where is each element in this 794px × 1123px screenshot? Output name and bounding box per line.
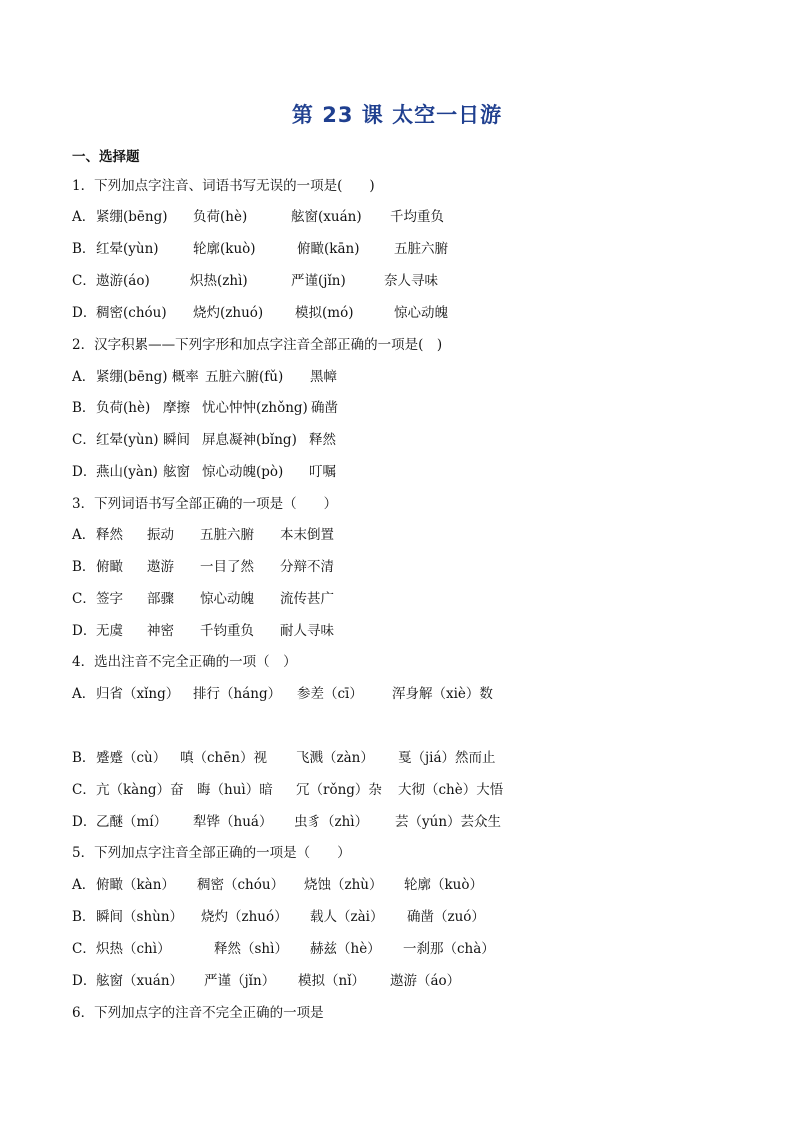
option-label: B． [72, 559, 96, 575]
option-item: 赫兹（hè） [310, 941, 381, 957]
option-label: C． [72, 941, 96, 957]
option-item: 稠密(chóu) [96, 305, 167, 321]
option-label: A． [72, 209, 96, 225]
option-item: 芸（yún）芸众生 [395, 814, 502, 830]
option-item: 稠密（chóu） [197, 877, 285, 893]
option-row [72, 207, 95, 227]
option-item: 犁铧（huá） [193, 814, 273, 830]
option-label: D． [72, 305, 97, 321]
option-item: 载人（zài） [310, 909, 384, 925]
option-item: 轮廓（kuò） [404, 877, 484, 893]
option-item: 燕山(yàn) [96, 464, 158, 480]
question-stem: 1．下列加点字注音、词语书写无误的一项是( ) [72, 178, 375, 194]
option-item: 分辩不清 [280, 559, 334, 575]
option-item: 振动 [147, 527, 174, 543]
option-row [72, 462, 96, 482]
option-label: C． [72, 432, 96, 448]
question-stem: 2．汉字积累——下列字形和加点字注音全部正确的一项是( ) [72, 337, 443, 353]
option-item: 俯瞰(kān) [297, 241, 360, 257]
option-row [72, 430, 96, 450]
option-item: 虫豸（zhì） [294, 814, 369, 830]
option-item: 确凿（zuó） [407, 909, 485, 925]
option-item: 舷窗 [163, 464, 190, 480]
option-row [72, 812, 96, 832]
option-label: D． [72, 464, 97, 480]
question-stem: 3．下列词语书写全部正确的一项是（ ） [72, 496, 338, 512]
option-item: 嗔（chēn）视 [180, 750, 267, 766]
option-row [72, 271, 96, 291]
option-item: 遨游(áo) [96, 273, 150, 289]
option-row [72, 589, 96, 609]
option-item: 严谨(jǐn) [291, 273, 346, 289]
option-label: A． [72, 686, 96, 702]
option-row [72, 748, 95, 768]
option-item: 惊心动魄(pò) [202, 464, 284, 480]
option-item: 模拟(mó) [295, 305, 354, 321]
option-label: D． [72, 623, 97, 639]
option-row [72, 303, 96, 323]
option-label: A． [72, 369, 96, 385]
option-item: 晦（huì）暗 [197, 782, 273, 798]
option-item: 浑身解（xiè）数 [392, 686, 493, 702]
question-stem: 4．选出注音不完全正确的一项（ ） [72, 654, 297, 670]
option-item: 部骤 [147, 591, 174, 607]
option-label: A． [72, 877, 96, 893]
option-item: 紧绷(bēng) 概率 [96, 369, 199, 385]
option-item: 紧绷(bēng) [96, 209, 168, 225]
option-item: 释然 [309, 432, 336, 448]
option-label: C． [72, 591, 96, 607]
option-row [72, 621, 96, 641]
option-item: 飞溅（zàn） [296, 750, 374, 766]
option-item: 签字 [96, 591, 123, 607]
option-item: 千均重负 [390, 209, 444, 225]
option-item: 烧灼(zhuó) [193, 305, 264, 321]
option-row [72, 525, 95, 545]
option-row [72, 907, 95, 927]
option-item: 红晕(yùn) [96, 432, 159, 448]
option-item: 流传甚广 [280, 591, 334, 607]
option-item: 大彻（chè）大悟 [398, 782, 504, 798]
option-row [72, 780, 96, 800]
page-title: 第 23 课 太空一日游 [291, 103, 503, 127]
option-item: 五脏六腑(fǔ) [205, 369, 284, 385]
option-item: 五脏六腑 [200, 527, 254, 543]
option-item: 炽热(zhì) [190, 273, 248, 289]
option-item: 释然（shì） [214, 941, 288, 957]
option-row [72, 367, 95, 387]
option-item: 惊心动魄 [394, 305, 448, 321]
option-item: 烧蚀（zhù） [304, 877, 383, 893]
option-item: 释然 [96, 527, 123, 543]
option-item: 俯瞰（kàn） [96, 877, 175, 893]
option-item: 瞬间（shùn） [96, 909, 184, 925]
option-label: D． [72, 814, 97, 830]
option-item: 忧心忡忡(zhǒng) [202, 400, 308, 416]
option-item: 五脏六腑 [394, 241, 448, 257]
option-item: 奈人寻味 [384, 273, 438, 289]
option-item: 确凿 [311, 400, 338, 416]
option-item: 归省（xǐng） [96, 686, 180, 702]
option-item: 摩擦 [163, 400, 190, 416]
option-row [72, 939, 96, 959]
option-item: 屏息凝神(bǐng) [202, 432, 297, 448]
option-label: B． [72, 909, 96, 925]
option-item: 黑幛 [310, 369, 337, 385]
option-item: 冗（rǒng）杂 [296, 782, 382, 798]
option-item: 遨游 [147, 559, 174, 575]
question-stem: 6．下列加点字的注音不完全正确的一项是 [72, 1005, 324, 1021]
option-label: B． [72, 400, 96, 416]
section-heading: 一、选择题 [72, 149, 140, 165]
option-item: 一目了然 [200, 559, 254, 575]
option-item: 舷窗(xuán) [291, 209, 362, 225]
option-label: C． [72, 273, 96, 289]
option-item: 负荷(hè) [193, 209, 248, 225]
option-item: 炽热（chì） [96, 941, 171, 957]
option-item: 叮嘱 [309, 464, 336, 480]
option-item: 严谨（jǐn） [204, 973, 276, 989]
option-item: 神密 [147, 623, 174, 639]
option-row [72, 684, 95, 704]
option-item: 戛（jiá）然而止 [398, 750, 496, 766]
option-row [72, 398, 95, 418]
option-item: 千钧重负 [200, 623, 254, 639]
option-item: 舷窗（xuán） [96, 973, 184, 989]
option-item: 耐人寻味 [280, 623, 334, 639]
option-item: 模拟（nǐ） [298, 973, 366, 989]
option-item: 本末倒置 [280, 527, 334, 543]
option-label: B． [72, 241, 96, 257]
option-label: C． [72, 782, 96, 798]
option-item: 无虞 [96, 623, 123, 639]
option-item: 亢（kàng）奋 [96, 782, 184, 798]
option-item: 一刹那（chà） [403, 941, 495, 957]
option-item: 红晕(yùn) [96, 241, 159, 257]
option-item: 排行（háng） [193, 686, 282, 702]
option-label: B． [72, 750, 96, 766]
question-stem: 5．下列加点字注音全部正确的一项是（ ） [72, 845, 351, 861]
option-item: 惊心动魄 [200, 591, 254, 607]
option-row [72, 239, 95, 259]
option-item: 轮廓(kuò) [193, 241, 256, 257]
option-row [72, 971, 96, 991]
option-item: 乙醚（mí） [96, 814, 168, 830]
option-item: 遨游（áo） [390, 973, 461, 989]
option-item: 俯瞰 [96, 559, 123, 575]
option-row [72, 557, 95, 577]
option-item: 参差（cī） [297, 686, 363, 702]
option-item: 蹙蹙（cù） [96, 750, 167, 766]
option-label: A． [72, 527, 96, 543]
option-item: 烧灼（zhuó） [201, 909, 288, 925]
option-item: 瞬间 [163, 432, 190, 448]
option-item: 负荷(hè) [96, 400, 151, 416]
option-row [72, 875, 95, 895]
option-label: D． [72, 973, 97, 989]
